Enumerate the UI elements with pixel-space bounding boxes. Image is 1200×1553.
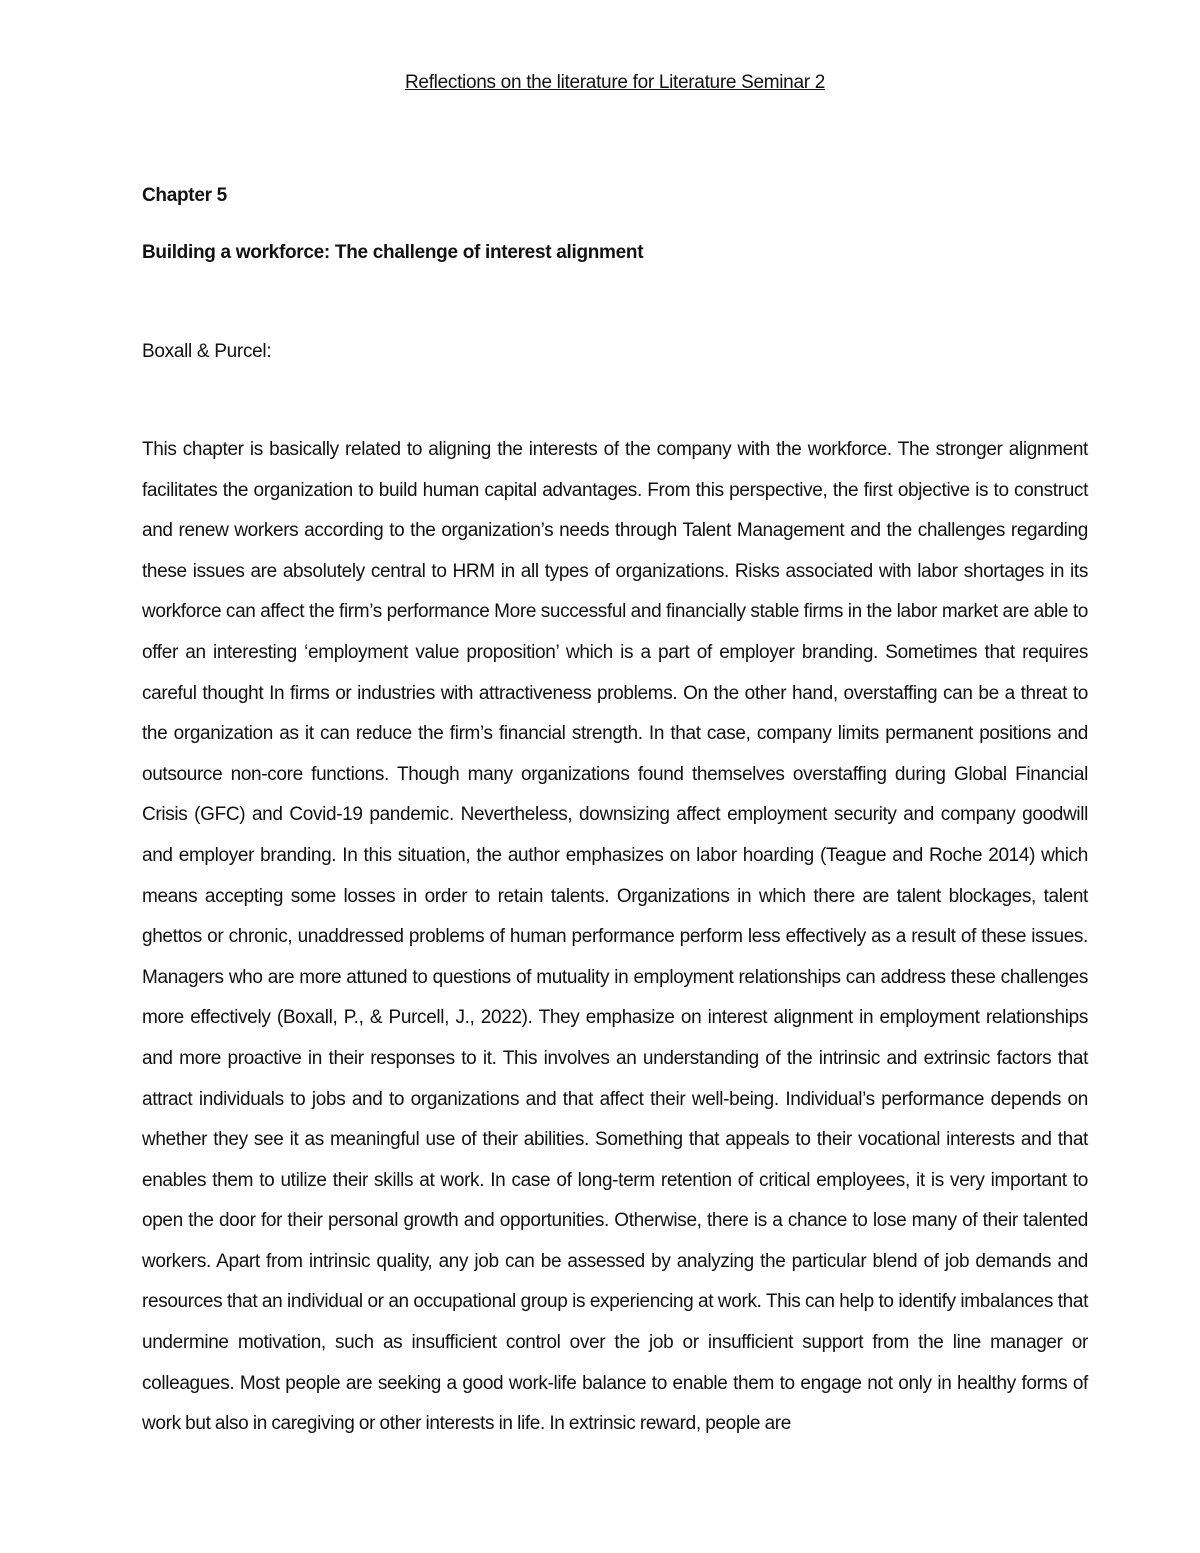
chapter-heading: Chapter 5 <box>142 185 227 206</box>
author-attribution: Boxall & Purcel: <box>142 341 272 362</box>
body-paragraph: This chapter is basically related to aligning the interests of the company with the workforce. The stronger alignment facilitates the organization to build human capital advantages. From this perspective, the first objective is to construct and renew workers according to the organization’s needs through Talent Management and the challenges regarding these issues are absolutely central to HRM in all types of organizations. Risks associated with labor shortages in its workforce can affect the firm’s performance More successful and financially stable firms in the labor market are able to offer an interesting ‘employment value proposition’ which is a part of employer branding. Sometimes that requires careful thought In firms or industries with attractiveness problems. On the other hand, overstaffing can be a threat to the organization as it can reduce the firm’s financial strength. In that case, company limits permanent positions and outsource non-core functions. Though many organizations found themselves overstaffing during Global Financial Crisis (GFC) and Covid-19 pandemic. Nevertheless, downsizing affect employment security and company goodwill and employer branding. In this situation, the author emphasizes on labor hoarding (Teague and Roche 2014) which means accepting some losses in order to retain talents. Organizations in which there are talent blockages, talent ghettos or chronic, unaddressed problems of human performance perform less effectively as a result of these issues. Managers who are more attuned to questions of mutuality in employment relationships can address these challenges more effectively (Boxall, P., & Purcell, J., 2022). They emphasize on interest alignment in employment relationships and more proactive in their responses to it. This involves an understanding of the intrinsic and extrinsic factors that attract individuals to jobs and to organizations and that affect their well-being. Individual’s performance depends on whether they see it as meaningful use of their abilities. Something that appeals to their vocational interests and that enables them to utilize their skills at work. In case of long-term retention of critical employees, it is very important to open the door for their personal growth and opportunities. Otherwise, there is a chance to lose many of their talented workers. Apart from intrinsic quality, any job can be assessed by analyzing the particular blend of job demands and resources that an individual or an occupational group is experiencing at work. This can help to identify imbalances that undermine motivation, such as insufficient control over the job or insufficient support from the line manager or colleagues. Most people are seeking a good work-life balance to enable them to engage not only in healthy forms of work but also in caregiving or other interests in life. In extrinsic reward, people are <box>142 439 1088 1435</box>
document-title: Reflections on the literature for Literature Seminar 2 <box>405 72 825 93</box>
section-heading: Building a workforce: The challenge of interest alignment <box>142 242 644 263</box>
